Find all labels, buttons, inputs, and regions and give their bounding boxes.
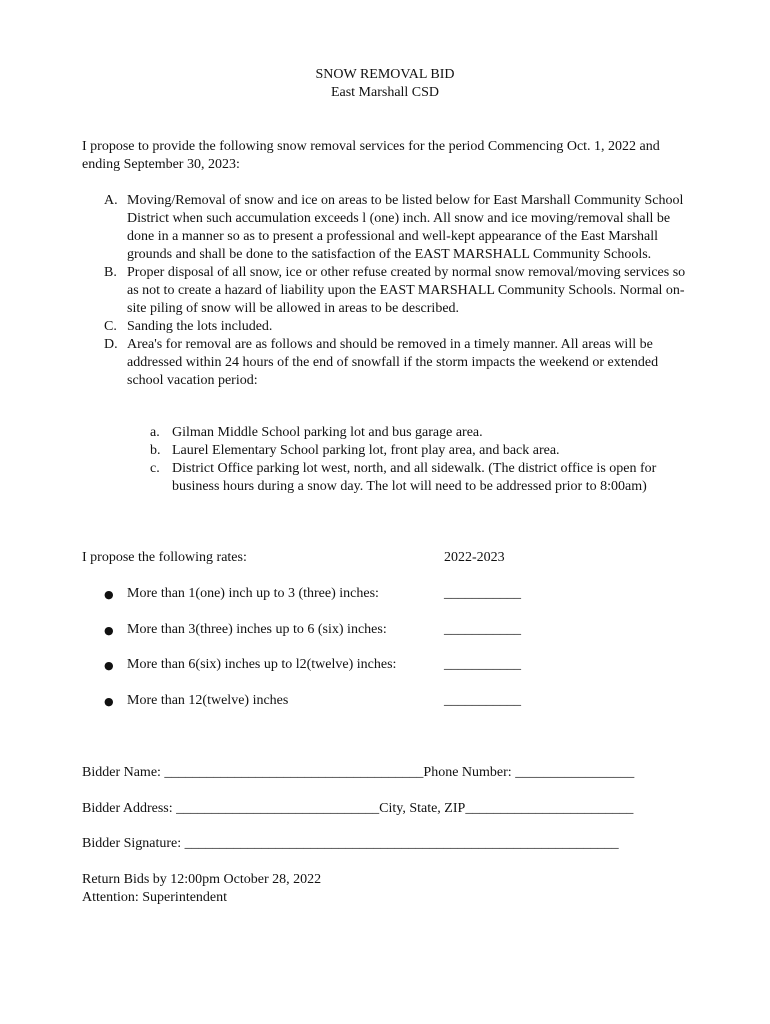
- bidder-name-field[interactable]: _____________________________________: [164, 765, 424, 780]
- list-marker: D.: [104, 337, 118, 352]
- city-state-zip-label: City, State, ZIP: [379, 801, 466, 816]
- phone-number-label: Phone Number:: [423, 765, 516, 780]
- rate-blank[interactable]: ___________: [444, 586, 521, 601]
- rate-item-text: More than 1(one) inch up to 3 (three) inches:: [127, 586, 379, 601]
- list-item-text: District Office parking lot west, north, and all sidewalk. (The district office is open for business hours during a snow day. The lot will need to be addressed prior to 8:00am): [172, 461, 657, 494]
- list-marker: b.: [150, 443, 161, 458]
- bidder-address-row: [82, 800, 633, 818]
- bullet-icon: ●: [104, 588, 114, 601]
- rate-blank[interactable]: ___________: [444, 693, 521, 708]
- list-marker: c.: [150, 461, 160, 476]
- bidder-address-label: Bidder Address:: [82, 801, 177, 816]
- list-item-text: Gilman Middle School parking lot and bus garage area.: [172, 425, 483, 440]
- list-item-text: Proper disposal of all snow, ice or other refuse created by normal snow removal/moving services so as not to create a hazard of liability upon the EAST MARSHALL Community Schools. Normal on-site piling of snow will be allowed in areas to be described.: [127, 265, 686, 316]
- attention-line: Attention: Superintendent: [82, 890, 228, 905]
- list-item: [150, 424, 690, 442]
- list-item: [150, 442, 690, 460]
- list-item: [82, 192, 692, 264]
- rates-label: I propose the following rates:: [82, 550, 247, 565]
- list-item-text: Moving/Removal of snow and ice on areas to be listed below for East Marshall Community School District when such accumulation exceeds l (one) inch. All snow and ice moving/removal shall be done in a manner so as to present a professional and well-kept appearance of the East Marshall grounds and shall be done to the satisfaction of the EAST MARSHALL Community Schools.: [127, 193, 684, 262]
- list-item: [82, 336, 692, 390]
- bidder-signature-label: Bidder Signature:: [82, 836, 185, 851]
- services-list: [82, 192, 692, 390]
- document-subtitle: East Marshall CSD: [330, 85, 440, 100]
- list-item-text: Area's for removal are as follows and should be removed in a timely manner. All areas will be addressed within 24 hours of the end of snowfall if the storm impacts the weekend or extended school vacation period:: [127, 337, 659, 388]
- list-marker: A.: [104, 193, 118, 208]
- rate-item-text: More than 3(three) inches up to 6 (six) inches:: [127, 622, 387, 637]
- list-marker: a.: [150, 425, 160, 440]
- list-item-text: Laurel Elementary School parking lot, front play area, and back area.: [172, 443, 560, 458]
- bullet-icon: ●: [104, 624, 114, 637]
- rate-blank[interactable]: ___________: [444, 622, 521, 637]
- bidder-signature-field[interactable]: ______________________________________________________________: [184, 836, 619, 851]
- list-item: [82, 318, 692, 336]
- rate-blank[interactable]: ___________: [444, 657, 521, 672]
- list-marker: C.: [104, 319, 117, 334]
- bidder-name-row: [82, 764, 634, 782]
- bidder-signature-row: [82, 835, 619, 853]
- list-item: [82, 264, 692, 318]
- rate-item-text: More than 6(six) inches up to l2(twelve) inches:: [127, 657, 397, 672]
- bidder-name-label: Bidder Name:: [82, 765, 165, 780]
- bullet-icon: ●: [104, 659, 114, 672]
- intro-paragraph: I propose to provide the following snow removal services for the period Commencing Oct. 1, 2022 and ending September 30, 2023:: [82, 139, 660, 172]
- rate-item-text: More than 12(twelve) inches: [127, 693, 289, 708]
- city-state-zip-field[interactable]: ________________________: [465, 801, 634, 816]
- list-item: [150, 460, 690, 496]
- areas-list: [150, 424, 690, 496]
- bullet-icon: ●: [104, 695, 114, 708]
- document-title: SNOW REMOVAL BID: [315, 67, 455, 82]
- bidder-address-field[interactable]: _____________________________: [176, 801, 380, 816]
- phone-number-field[interactable]: _________________: [515, 765, 635, 780]
- rates-year: 2022-2023: [444, 550, 505, 565]
- list-marker: B.: [104, 265, 117, 280]
- list-item-text: Sanding the lots included.: [127, 319, 273, 334]
- return-bids-line: Return Bids by 12:00pm October 28, 2022: [82, 872, 322, 887]
